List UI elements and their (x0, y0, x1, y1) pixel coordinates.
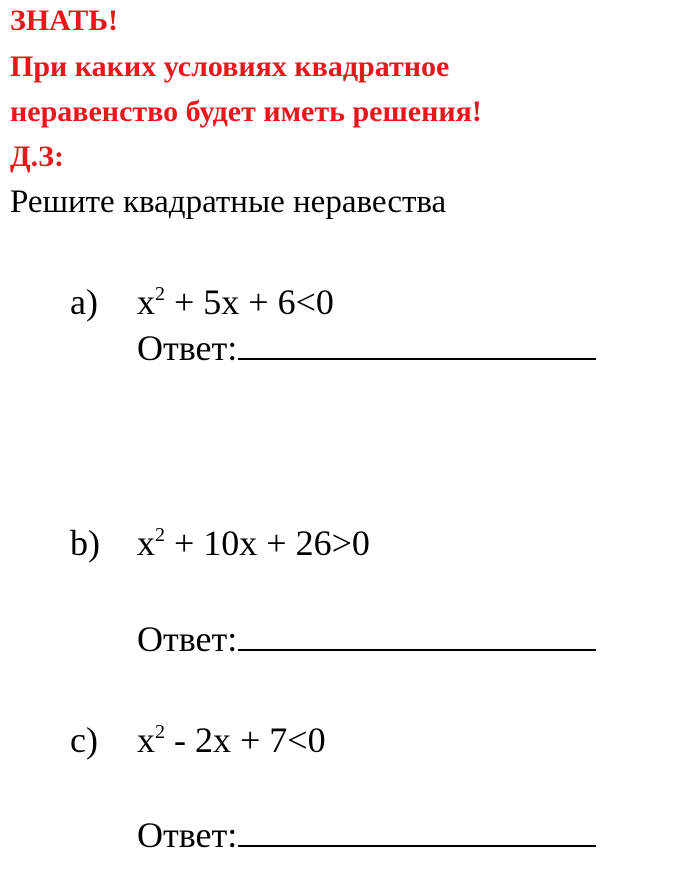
problem-b-exponent: 2 (155, 524, 165, 546)
problem-b-answer-label: Ответ: (137, 619, 238, 659)
problem-c-exponent: 2 (155, 721, 165, 743)
problem-a-marker: a) (70, 282, 98, 322)
problem-c-marker: c) (70, 720, 98, 760)
problem-a-exponent: 2 (155, 283, 165, 305)
problem-b-variable: x (137, 523, 155, 563)
question-heading-line-2: неравенство будет иметь решения! (10, 95, 482, 128)
problem-a-variable: x (137, 282, 155, 322)
question-heading-line-1: При каких условиях квадратное (10, 50, 450, 83)
problem-b-inequality (137, 523, 370, 563)
problem-a-terms: + 5x + 6<0 (165, 282, 334, 322)
problem-a-inequality (137, 282, 334, 322)
problem-a-answer (137, 328, 596, 368)
problem-a-answer-label: Ответ: (137, 328, 238, 368)
problem-c-inequality (137, 720, 326, 760)
problem-a-answer-blank[interactable] (238, 330, 596, 360)
problem-c-terms: - 2x + 7<0 (165, 720, 326, 760)
problem-b-answer (137, 619, 596, 659)
instruction-text: Решите квадратные неравества (10, 184, 447, 220)
problem-c-answer-blank[interactable] (238, 817, 596, 847)
know-heading: ЗНАТЬ! (10, 4, 119, 37)
problem-b-answer-blank[interactable] (238, 621, 596, 651)
homework-heading: Д.З: (10, 140, 64, 173)
problem-c-variable: x (137, 720, 155, 760)
problem-c-answer-label: Ответ: (137, 815, 238, 855)
problem-c-answer (137, 815, 596, 855)
problem-b-terms: + 10x + 26>0 (165, 523, 370, 563)
problem-b-marker: b) (70, 523, 100, 563)
